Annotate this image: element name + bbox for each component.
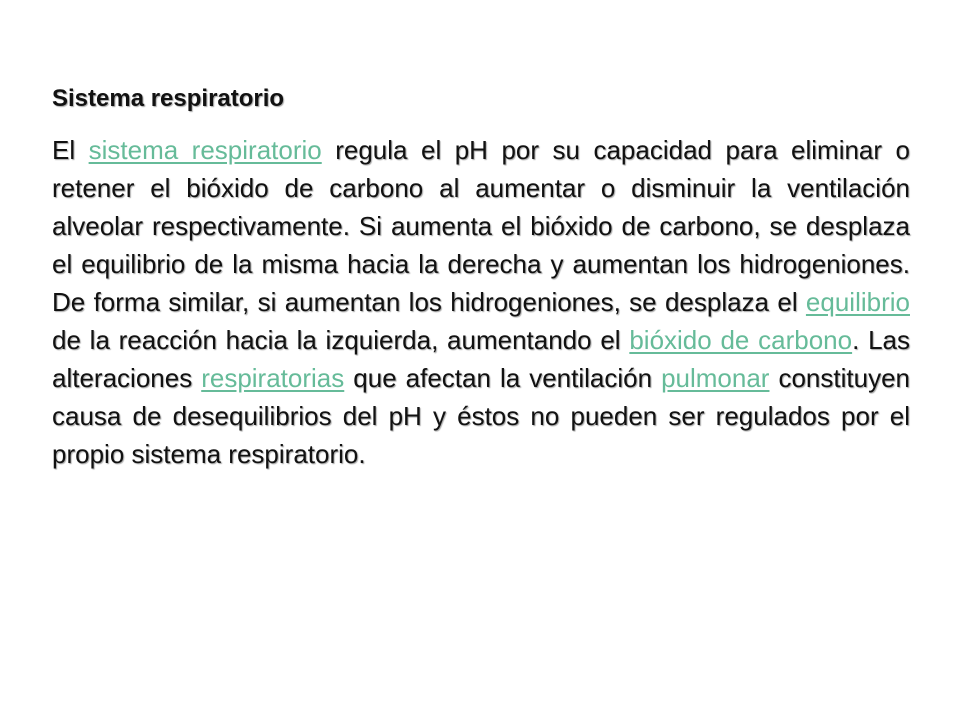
text-segment: de la reacción hacia la izquierda, aumentando el — [52, 325, 630, 355]
text-segment: constituyen causa de desequilibrios del pH y éstos no pueden ser regulados por el propio sistema respiratorio. — [52, 363, 910, 469]
text-segment: El — [52, 135, 89, 165]
link-pulmonar[interactable]: pulmonar — [661, 363, 770, 393]
text-segment: que afectan la ventilación — [344, 363, 662, 393]
text-segment: regula el pH por su capacidad para eliminar o retener el bióxido de carbono al aumentar o disminuir la ventilación alveolar respectivamente. Si aumenta el bióxido de carbono, se desplaza el equilibrio de la misma hacia la derecha y aumentan los hidrogeniones. De forma similar, si aumentan los hidrogeniones, se desplaza el — [52, 135, 910, 317]
page-title: Sistema respiratorio — [52, 85, 285, 112]
text-segment: . Las alteraciones — [52, 325, 910, 393]
link-bioxido-de-carbono[interactable]: bióxido de carbono — [629, 325, 853, 355]
link-sistema-respiratorio[interactable]: sistema respiratorio — [88, 135, 322, 165]
link-equilibrio[interactable]: equilibrio — [805, 287, 910, 317]
link-respiratorias[interactable]: respiratorias — [201, 363, 345, 393]
body-paragraph — [52, 131, 910, 473]
